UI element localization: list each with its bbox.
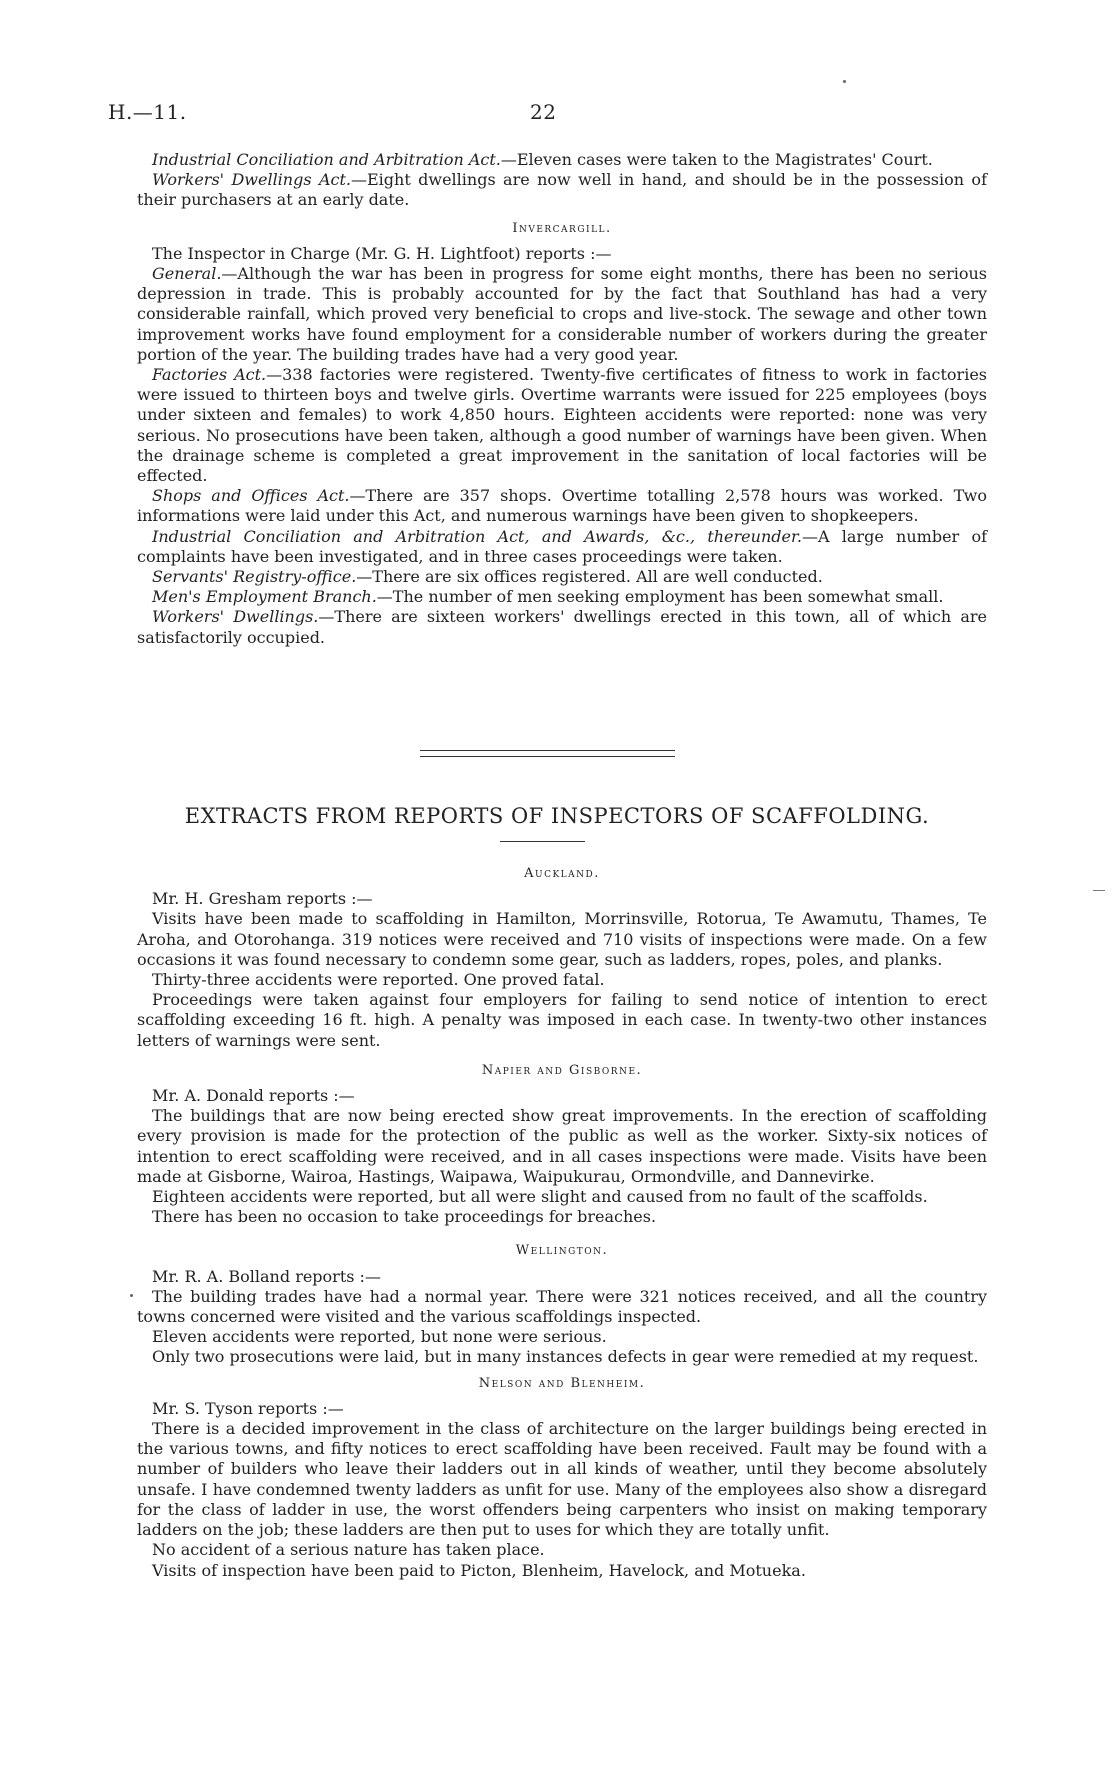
para-text: —Although the war has been in progress for some eight months, there has been no serious depression in trade. This is probably accounted for by the fact that Southland has had a very considerable rainfall, which proved very beneficial to crops and live-stock. The sewage and other town improvement works have found employment for a considerable number of workers during the greater portion of the year. The building trades have had a very good year. (137, 264, 987, 364)
page-number: 22 (530, 100, 557, 124)
extracts-block (137, 858, 987, 1581)
section-heading-auckland: Auckland. (524, 866, 600, 881)
para-lead: Men's Employment Branch. (152, 587, 377, 607)
paragraph: Eighteen accidents were reported, but all were slight and caused from no fault of the scaffolds. (152, 1187, 928, 1207)
paragraph: There is a decided improvement in the class of architecture on the larger buildings being erected in the various towns, and fifty notices to erect scaffolding have been received. Fault may be found with a number of builders who leave their ladders out in all kinds of weather, until they become absolutely unsafe. I have condemned twenty ladders as unfit for use. Many of the employees also show a disregard for the class of ladder in use, the worst offenders being carpenters who insist on making temporary ladders on the job; these ladders are then put to uses for which they are totally unfit. (137, 1419, 987, 1540)
paragraph-mens-employment (137, 587, 987, 607)
paragraph: Visits have been made to scaffolding in Hamilton, Morrinsville, Rotorua, Te Awamutu, Thames, Te Aroha, and Otorohanga. 319 notices were received and 710 visits of inspections were made. On a few occasions it was found necessary to condemn some gear, such as ladders, ropes, poles, and planks. (137, 909, 987, 969)
section-heading-invercargill: Invercargill. (512, 220, 612, 236)
paragraph: Proceedings were taken against four employers for failing to send notice of intention to erect scaffolding exceeding 16 ft. high. A penalty was imposed in each case. In twenty-two other instances letters of warnings were sent. (137, 990, 987, 1050)
paragraph-shops (137, 486, 987, 526)
para-lead: Factories Act. (152, 365, 267, 385)
para-lead: Workers' Dwellings. (152, 607, 319, 627)
parliamentary-paper-code: H.—11. (108, 100, 187, 124)
para-text: —338 factories were registered. Twenty-five certificates of fitness to work in factories were issued to thirteen boys and twelve girls. Overtime warrants were issued for 225 employees (boys under sixteen and females) to work 4,850 hours. Eighteen accidents were reported: none was very serious. No prosecutions have been taken, although a good number of warnings have been given. When the drainage scheme is completed a great improvement in the sanitation of local factories will be effected. (137, 365, 988, 486)
paragraph-ica-pre (137, 150, 987, 170)
invercargill-block (137, 150, 987, 648)
paragraph: There has been no occasion to take proceedings for breaches. (152, 1207, 657, 1227)
page-title: EXTRACTS FROM REPORTS OF INSPECTORS OF SCAFFOLDING. (184, 804, 930, 828)
paragraph: The building trades have had a normal year. There were 321 notices received, and all the country towns concerned were visited and the various scaffoldings inspected. (137, 1286, 987, 1327)
para-text: —Eight dwellings are now well in hand, and should be in the possession of their purchasers at an early date. (137, 170, 987, 210)
paragraph-ica (137, 527, 987, 567)
para-text: —A large number of complaints have been investigated, and in three cases proceedings were taken. (137, 526, 987, 566)
paragraph-general (137, 264, 987, 365)
paragraph-factories (137, 365, 987, 486)
para-lead: Industrial Conciliation and Arbitration Act. (152, 150, 501, 169)
paragraph: Only two prosecutions were laid, but in many instances defects in gear were remedied at my request. (152, 1347, 979, 1367)
auckland-intro: Mr. H. Gresham reports :— (152, 889, 373, 909)
para-lead: Industrial Conciliation and Arbitration Act, and Awards, &c., thereunder. (152, 526, 802, 546)
para-lead: Servants' Registry-office. (152, 567, 357, 587)
title-underline (500, 841, 585, 842)
invercargill-intro: The Inspector in Charge (Mr. G. H. Lightfoot) reports :— (152, 243, 612, 263)
scan-speck (843, 80, 846, 83)
scan-mark (1093, 890, 1105, 891)
nelson-intro: Mr. S. Tyson reports :— (152, 1398, 344, 1418)
section-divider (420, 750, 675, 757)
para-text: —The number of men seeking employment has been somewhat small. (376, 587, 944, 607)
paragraph-servants (137, 567, 987, 587)
section-heading-napier-gisborne: Napier and Gisborne. (481, 1062, 643, 1078)
para-text: —There are six offices registered. All are well conducted. (356, 567, 823, 587)
para-text: —There are sixteen workers' dwellings erected in this town, all of which are satisfactorily occupied. (137, 607, 988, 647)
para-text: —Eleven cases were taken to the Magistrates' Court. (500, 150, 933, 169)
para-lead: Workers' Dwellings Act. (152, 170, 351, 190)
paragraph-dwellings-pre (137, 170, 987, 210)
napier-intro: Mr. A. Donald reports :— (152, 1086, 355, 1106)
paragraph: The buildings that are now being erected show great improvements. In the erection of scaffolding every provision is made for the protection of the public as well as the worker. Sixty-six notices of intention to erect scaffolding were received, and in all cases inspections were made. Visits have been made at Gisborne, Wairoa, Hastings, Waipawa, Waipukurau, Ormondville, and Dannevirke. (137, 1106, 987, 1186)
para-lead: General. (152, 264, 222, 284)
paragraph: Eleven accidents were reported, but none were serious. (152, 1327, 607, 1347)
paragraph-workers-dwellings (137, 607, 987, 647)
para-lead: Shops and Offices Act. (152, 486, 350, 506)
section-heading-wellington: Wellington. (515, 1243, 609, 1259)
scan-speck (130, 1294, 133, 1297)
wellington-intro: Mr. R. A. Bolland reports :— (152, 1266, 381, 1286)
para-text: —There are 357 shops. Overtime totalling 2,578 hours was worked. Two informations were laid under this Act, and numerous warnings have been given to shopkeepers. (137, 486, 988, 526)
paragraph: No accident of a serious nature has taken place. (152, 1540, 545, 1560)
section-heading-nelson-blenheim: Nelson and Blenheim. (478, 1375, 646, 1391)
paragraph: Visits of inspection have been paid to Picton, Blenheim, Havelock, and Motueka. (152, 1560, 806, 1580)
paragraph: Thirty-three accidents were reported. One proved fatal. (152, 970, 605, 990)
